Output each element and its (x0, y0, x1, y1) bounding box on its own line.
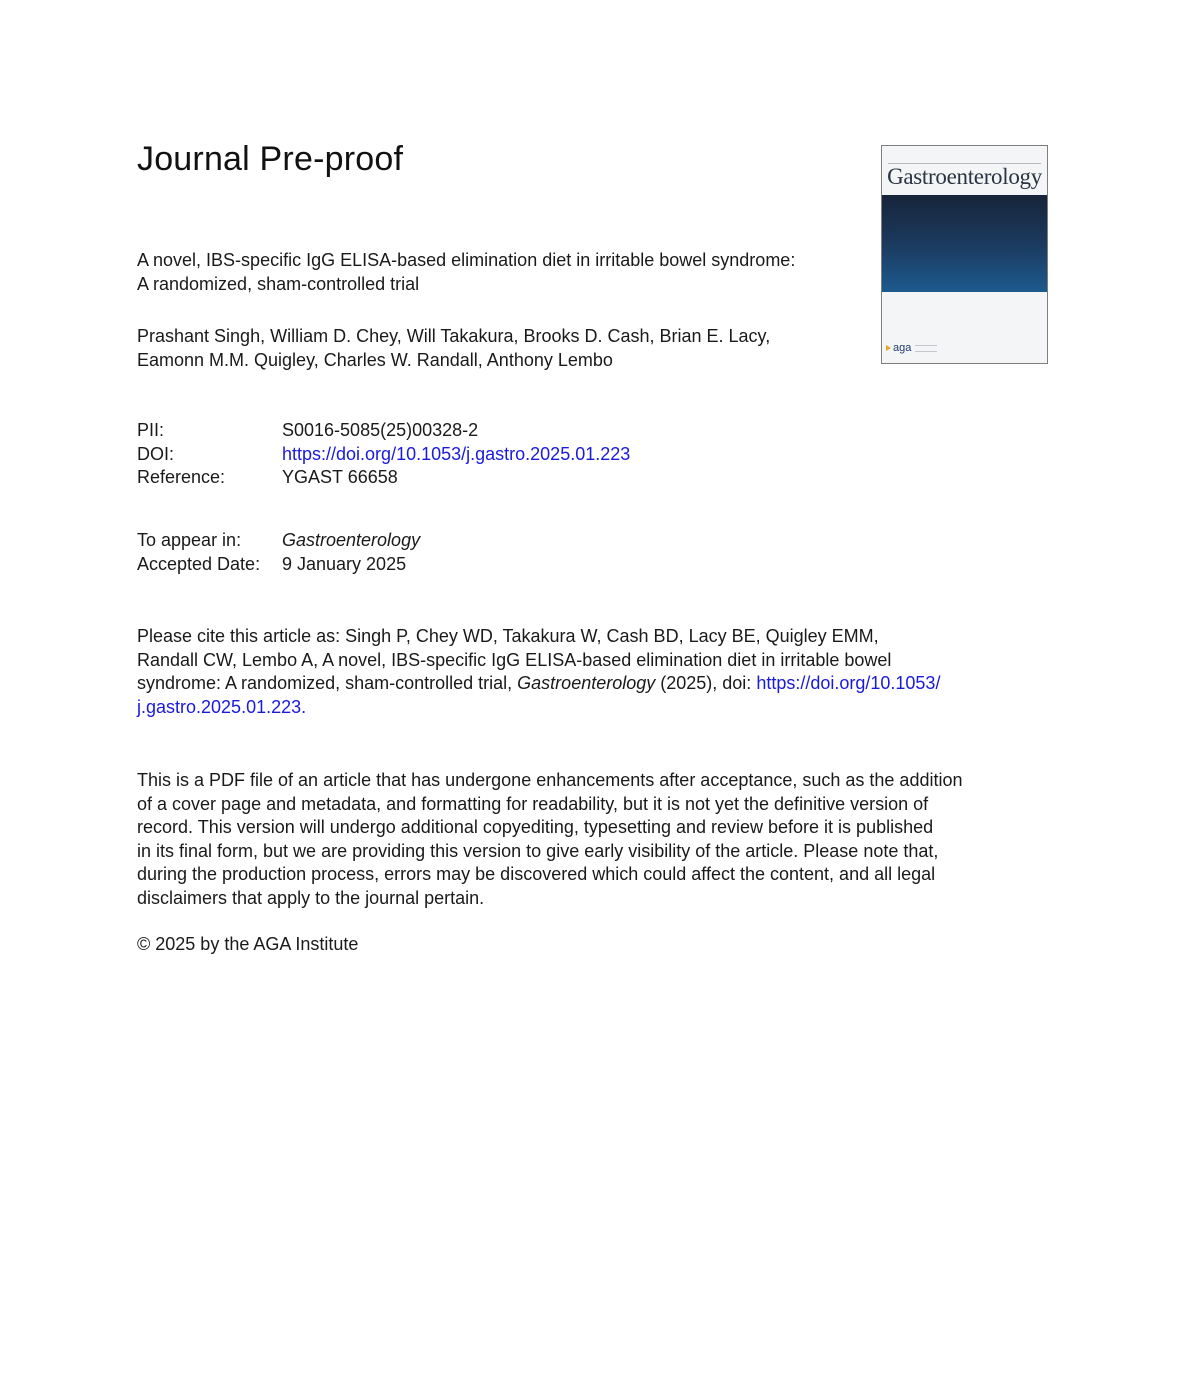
citation-line: Randall CW, Lembo A, A novel, IBS-specific IgG ELISA-based elimination diet in irritable bowel (137, 649, 892, 670)
meta-doi (137, 443, 630, 467)
aga-logo (886, 342, 937, 354)
citation-text: syndrome: A randomized, sham-controlled trial, (137, 673, 518, 693)
doi-label: DOI: (137, 443, 175, 464)
author-line: Eamonn M.M. Quigley, Charles W. Randall, Anthony Lembo (137, 349, 613, 370)
aga-logo-text: aga (893, 342, 912, 354)
citation-line (137, 696, 1027, 720)
accepted-date-label: Accepted Date: (137, 553, 261, 574)
citation-doi-link-continued[interactable]: j.gastro.2025.01.223 (137, 696, 302, 717)
appear-in-value: Gastroenterology (282, 530, 421, 550)
disclaimer-line: disclaimers that apply to the journal pertain. (137, 887, 485, 908)
article-title-line: A randomized, sham-controlled trial (137, 273, 420, 294)
disclaimer-line: during the production process, errors may be discovered which could affect the content, and all legal (137, 864, 936, 884)
cover-journal-name: Gastroenterology (887, 164, 1042, 189)
author-list (137, 325, 867, 372)
accepted-date-value: 9 January 2025 (282, 553, 407, 574)
pii-value: S0016-5085(25)00328-2 (282, 420, 479, 440)
author-line: Prashant Singh, William D. Chey, Will Takakura, Brooks D. Cash, Brian E. Lacy, (137, 326, 771, 346)
pii-label: PII: (137, 420, 165, 440)
article-metadata (137, 419, 630, 490)
citation-block (137, 625, 1027, 719)
citation-journal: Gastroenterology (517, 673, 656, 693)
disclaimer-paragraph (137, 769, 1042, 910)
publication-info (137, 529, 420, 576)
appear-in-label: To appear in: (137, 530, 242, 550)
doi-link[interactable]: https://doi.org/10.1053/j.gastro.2025.01.223 (282, 443, 631, 464)
disclaimer-line: in its final form, but we are providing this version to give early visibility of the article. Please note that, (137, 840, 939, 861)
citation-doi-link[interactable]: https://doi.org/10.1053/ (756, 673, 941, 693)
aga-arrow-icon (886, 345, 891, 351)
citation-text: (2025), doi: (655, 673, 757, 693)
citation-period: . (301, 696, 307, 717)
aga-logo-subtext (915, 345, 937, 352)
disclaimer-line: record. This version will undergo additional copyediting, typesetting and review before it is published (137, 817, 934, 837)
page-heading: Journal Pre-proof (137, 140, 404, 178)
article-title (137, 249, 867, 296)
citation-line (137, 672, 1027, 696)
meta-appear-in (137, 529, 420, 553)
journal-cover-image (881, 145, 1048, 364)
reference-value: YGAST 66658 (282, 467, 398, 487)
meta-pii (137, 419, 630, 443)
disclaimer-line: of a cover page and metadata, and formatting for readability, but it is not yet the definitive version of (137, 793, 929, 814)
cover-color-band (882, 195, 1047, 292)
reference-label: Reference: (137, 467, 226, 487)
citation-line: Please cite this article as: Singh P, Chey WD, Takakura W, Cash BD, Lacy BE, Quigley EMM, (137, 626, 879, 646)
disclaimer-line: This is a PDF file of an article that has undergone enhancements after acceptance, such as the addition (137, 770, 963, 790)
meta-accepted-date (137, 553, 420, 577)
copyright-notice: © 2025 by the AGA Institute (137, 934, 359, 954)
article-title-line: A novel, IBS-specific IgG ELISA-based elimination diet in irritable bowel syndrome: (137, 250, 796, 270)
meta-reference (137, 466, 630, 490)
